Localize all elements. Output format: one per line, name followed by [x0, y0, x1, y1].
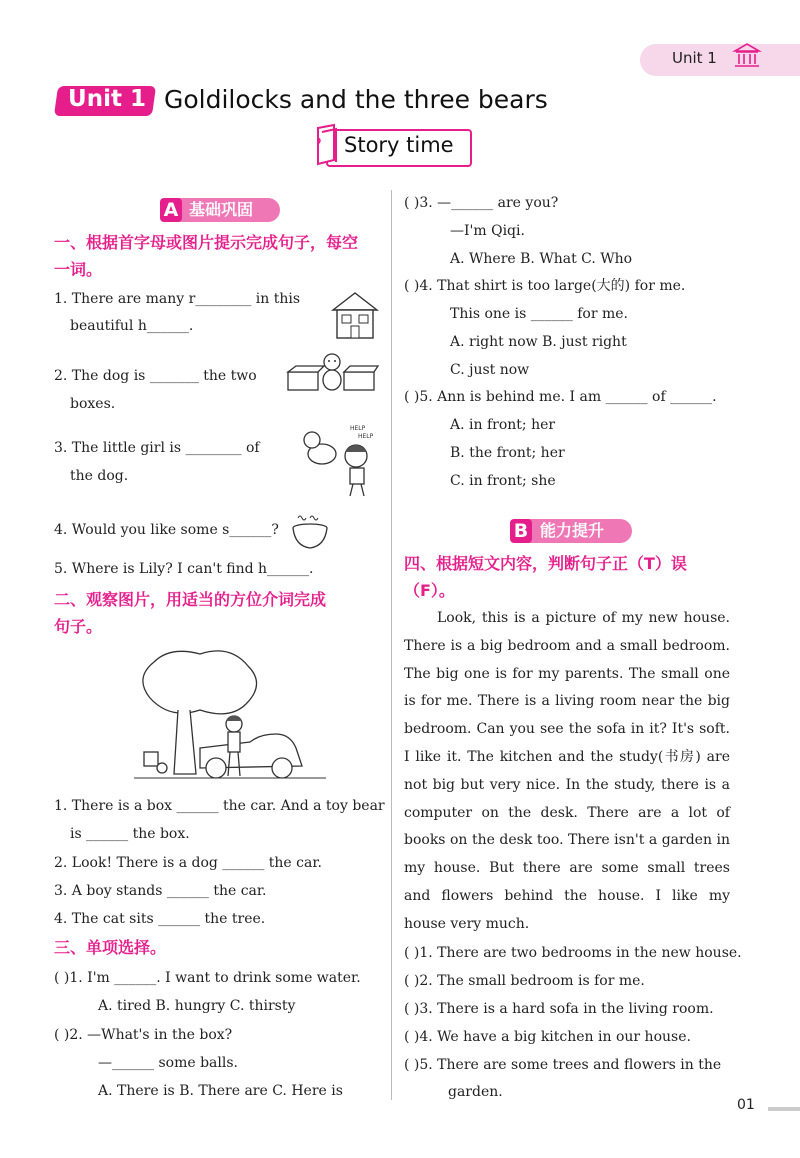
house-icon — [330, 290, 380, 340]
part3-q5: ( )5. Ann is behind me. I am ______ of ______. — [404, 389, 717, 405]
part3-q2-options: A. There is B. There are C. Here is — [98, 1083, 343, 1099]
book-icon — [314, 124, 340, 166]
page-title: Goldilocks and the three bears — [164, 85, 548, 114]
column-divider — [391, 190, 392, 1100]
part1-item-2-cont: boxes. — [70, 396, 116, 412]
tree-boy-car-illustration — [130, 648, 330, 782]
part3-q4-options-ab: A. right now B. just right — [450, 334, 627, 350]
reading-passage: Look, this is a picture of my new house. There is a big bedroom and a small bedroom. The big one is for my parents. The small one is for me. There is a living room near the big bedroom. Can you see the sofa in it? It's soft. I like it. The kitchen and the study(书房) are not big but very nice. In the study, there is a computer on the desk. There are a lot of books on the desk too. There isn't a garden in my house. But there are some small trees and flowers behind the house. I like my house very much. — [404, 610, 730, 932]
dog-between-boxes-icon — [286, 350, 380, 394]
part3-q5-option-a: A. in front; her — [450, 417, 556, 433]
part2-item-2: 2. Look! There is a dog ______ the car. — [54, 855, 322, 871]
part3-q2: ( )2. —What's in the box? — [54, 1027, 233, 1043]
unit-tab-label: Unit 1 — [672, 49, 717, 67]
part2-heading-line1: 二、观察图片，用适当的方位介词完成 — [54, 590, 327, 609]
section-b-letter: B — [510, 519, 532, 543]
scared-girl-icon — [300, 418, 380, 498]
part3-q4-option-c: C. just now — [450, 362, 530, 378]
part1-heading-line1: 一、根据首字母或图片提示完成句子，每空 — [54, 233, 359, 252]
part4-item-5: ( )5. There are some trees and flowers in the — [404, 1057, 722, 1073]
part3-q3-options: A. Where B. What C. Who — [450, 251, 633, 267]
part2-item-1: 1. There is a box ______ the car. And a toy bear — [54, 798, 385, 814]
help-text-2: HELP — [358, 433, 374, 440]
section-a-label: 基础巩固 — [189, 200, 254, 219]
part3-q3: ( )3. —______ are you? — [404, 195, 559, 211]
part3-q2-answer: —______ some balls. — [98, 1055, 238, 1071]
part2-item-3: 3. A boy stands ______ the car. — [54, 883, 267, 899]
soup-bowl-icon — [290, 512, 330, 552]
part1-item-3-cont: the dog. — [70, 468, 129, 484]
part4-item-5-cont: garden. — [448, 1084, 503, 1100]
unit-badge-text: Unit 1 — [68, 86, 146, 112]
page-number-rule — [768, 1107, 800, 1111]
page-number: 01 — [737, 1097, 755, 1113]
part1-item-3: 3. The little girl is ________ of — [54, 440, 260, 456]
part1-item-4: 4. Would you like some s______? — [54, 522, 279, 538]
part4-item-4: ( )4. We have a big kitchen in our house. — [404, 1029, 691, 1045]
story-time-label: Story time — [344, 133, 454, 157]
part2-item-4: 4. The cat sits ______ the tree. — [54, 911, 266, 927]
unit-tab — [640, 44, 800, 76]
part3-q1: ( )1. I'm ______. I want to drink some water. — [54, 970, 361, 986]
part4-item-2: ( )2. The small bedroom is for me. — [404, 973, 645, 989]
part4-heading-line2: （F）。 — [404, 581, 455, 600]
part2-item-1-cont: is ______ the box. — [70, 826, 190, 842]
part3-q5-option-c: C. in front; she — [450, 473, 556, 489]
part1-item-1-cont: beautiful h______. — [70, 318, 194, 334]
part1-item-5: 5. Where is Lily? I can't find h______. — [54, 561, 314, 577]
part1-item-1: 1. There are many r________ in this — [54, 291, 301, 307]
part2-heading-line2: 句子。 — [54, 617, 103, 636]
part4-item-3: ( )3. There is a hard sofa in the living room. — [404, 1001, 714, 1017]
part1-item-2: 2. The dog is _______ the two — [54, 368, 257, 384]
part3-q5-option-b: B. the front; her — [450, 445, 565, 461]
section-b-label: 能力提升 — [540, 521, 605, 540]
part3-q4-cont: This one is ______ for me. — [450, 306, 628, 322]
part3-q4: ( )4. That shirt is too large(大的) for me. — [404, 278, 686, 294]
part4-item-1: ( )1. There are two bedrooms in the new house. — [404, 945, 742, 961]
section-a-letter: A — [160, 198, 182, 222]
part3-heading: 三、单项选择。 — [54, 938, 167, 957]
part1-heading-line2: 一词。 — [54, 260, 103, 279]
help-text-1: HELP — [350, 425, 366, 432]
part4-heading-line1: 四、根据短文内容，判断句子正（T）误 — [404, 554, 687, 573]
building-icon — [733, 42, 761, 70]
part3-q1-options: A. tired B. hungry C. thirsty — [98, 998, 296, 1014]
part3-q3-answer: —I'm Qiqi. — [450, 223, 525, 239]
